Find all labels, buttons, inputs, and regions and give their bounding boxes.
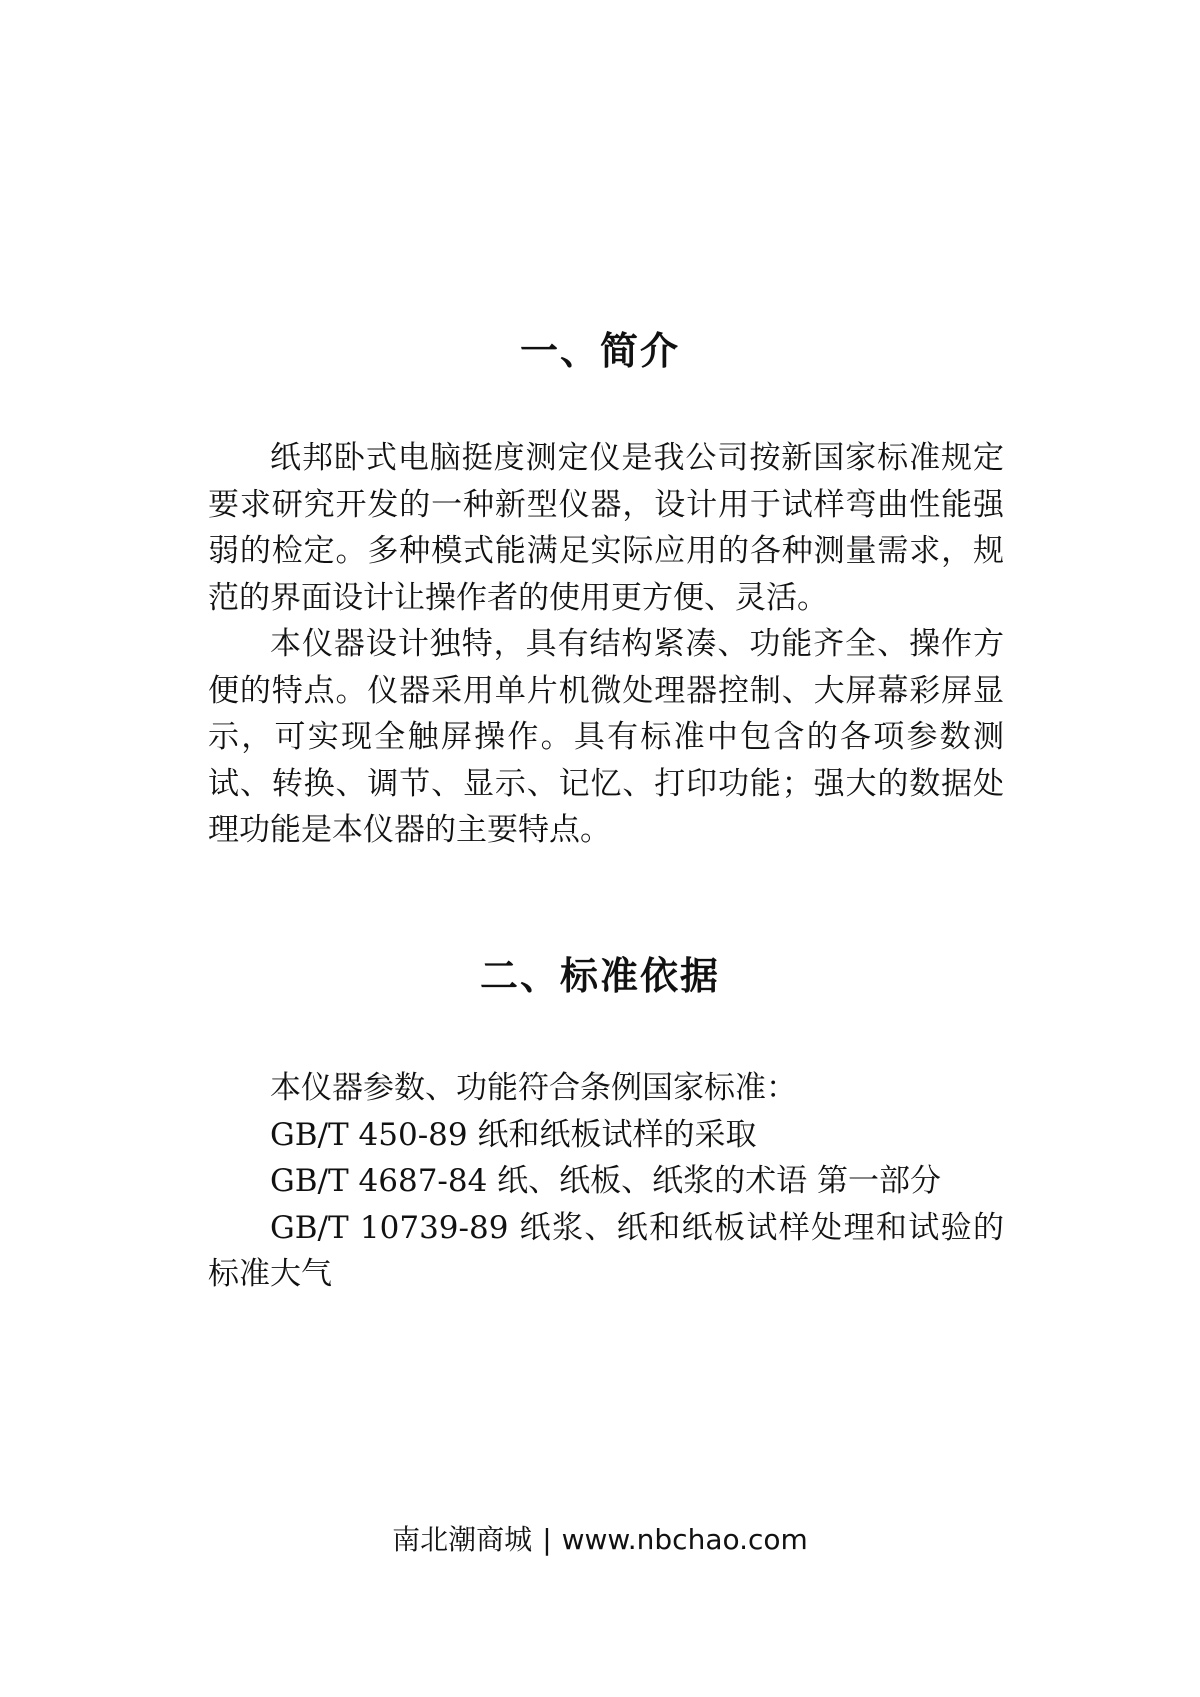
intro-paragraph-1: 纸邦卧式电脑挺度测定仪是我公司按新国家标准规定要求研究开发的一种新型仪器，设计用于试样弯曲性能强弱的检定。多种模式能满足实际应用的各种测量需求，规范的界面设计让操作者的使用更方便、灵活。: [208, 440, 1004, 616]
footer-separator: |: [542, 1523, 552, 1556]
section-title-intro: 一、简介: [519, 329, 680, 373]
footer-url[interactable]: www.nbchao.com: [561, 1523, 808, 1556]
standards-body: [208, 1065, 1004, 1298]
standard-item-1: GB/T 450-89 纸和纸板试样的采取: [270, 1116, 757, 1153]
section-title-standards: 二、标准依据: [479, 954, 720, 998]
footer: [0, 1518, 1200, 1558]
intro-body: [208, 435, 1004, 854]
footer-site-name: 南北潮商城: [392, 1523, 533, 1556]
standards-lead: 本仪器参数、功能符合条例国家标准：: [270, 1070, 797, 1106]
intro-paragraph-2: 本仪器设计独特，具有结构紧凑、功能齐全、操作方便的特点。仪器采用单片机微处理器控制、大屏幕彩屏显示，可实现全触屏操作。具有标准中包含的各项参数测试、转换、调节、显示、记忆、打印功能；强大的数据处理功能是本仪器的主要特点。: [208, 626, 1004, 848]
standard-item-2: GB/T 4687-84 纸、纸板、纸浆的术语 第一部分: [270, 1163, 942, 1199]
standard-item-3: GB/T 10739-89 纸浆、纸和纸板试样处理和试验的标准大气: [208, 1209, 1004, 1292]
